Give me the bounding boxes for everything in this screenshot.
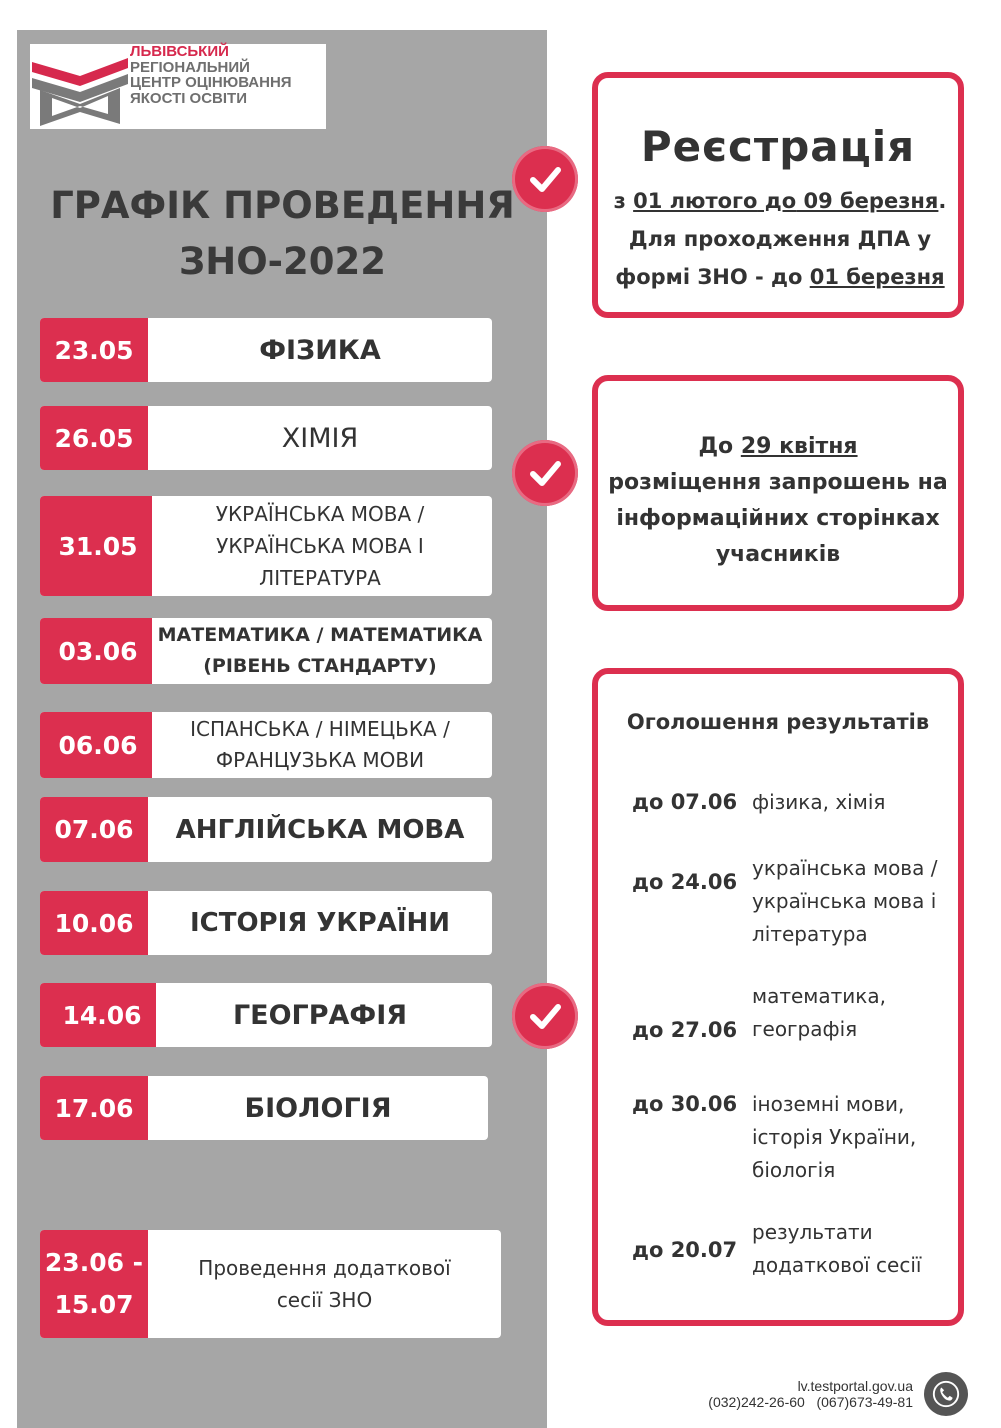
logo: [30, 44, 326, 129]
page-title: [30, 178, 535, 290]
schedule-subject: ІСПАНСЬКА / НІМЕЦЬКА / ФРАНЦУЗЬКА МОВИ: [190, 717, 450, 772]
schedule-subject: ІСТОРІЯ УКРАЇНИ: [189, 908, 451, 938]
schedule-subject: ГЕОГРАФІЯ: [232, 999, 408, 1031]
invitations-date: 29 квітня: [740, 434, 858, 459]
schedule-row: [40, 1076, 488, 1140]
check-circle-icon: [512, 983, 578, 1049]
schedule-date: 31.05: [40, 496, 152, 596]
schedule-date: 17.06: [40, 1076, 148, 1140]
schedule-row: [40, 797, 492, 862]
schedule-row: [40, 496, 492, 596]
footer-site-link[interactable]: lv.testportal.gov.ua: [797, 1378, 913, 1394]
registration-text: [604, 182, 956, 296]
check-circle-icon: [512, 440, 578, 506]
schedule-date: 23.05: [40, 318, 148, 382]
logo-line-3: ЦЕНТР ОЦІНЮВАННЯ: [130, 74, 292, 91]
registration-to-date: 09 березня: [796, 189, 939, 213]
results-desc: іноземні мови, історія України, біологія: [752, 1092, 917, 1182]
schedule-date: 06.06: [40, 712, 152, 778]
results-date: до 07.06: [632, 790, 738, 814]
schedule-row: [40, 406, 492, 470]
registration-card: [592, 72, 964, 318]
results-desc: українська мова / українська мова і література: [752, 856, 938, 946]
schedule-date: 03.06: [40, 618, 152, 684]
footer-phone-1: (032)242-26-60: [708, 1394, 805, 1410]
registration-title: Реєстрація: [640, 122, 916, 171]
schedule-subject: АНГЛІЙСЬКА МОВА: [175, 814, 465, 845]
invitations-prefix: До: [698, 434, 741, 459]
results-date: до 27.06: [632, 1018, 738, 1042]
viber-icon: [924, 1372, 968, 1416]
results-date: до 20.07: [632, 1238, 738, 1262]
logo-line-1: ЛЬВІВСЬКИЙ: [130, 43, 229, 60]
logo-line-4: ЯКОСТІ ОСВІТИ: [130, 89, 248, 107]
extra-session-dates: [40, 1230, 148, 1338]
results-date: до 30.06: [632, 1092, 738, 1116]
schedule-subject: УКРАЇНСЬКА МОВА / УКРАЇНСЬКА МОВА І ЛІТЕРАТУРА: [215, 502, 425, 590]
registration-from-date: 01 лютого: [633, 189, 758, 213]
results-title: Оголошення результатів: [626, 710, 930, 734]
results-desc: результати додаткової сесії: [752, 1220, 922, 1277]
extra-session-date-from: 23.06 -: [44, 1248, 144, 1277]
invitations-text: розміщення запрошень на інформаційних сторінках учасників: [608, 470, 948, 567]
schedule-subject: БІОЛОГІЯ: [244, 1092, 392, 1124]
page-title-line-1: ГРАФІК ПРОВЕДЕННЯ: [50, 184, 515, 227]
schedule-date: 26.05: [40, 406, 148, 470]
footer-phones: [708, 1394, 913, 1410]
registration-from-prefix: з: [613, 189, 634, 213]
schedule-subject: ХІМІЯ: [281, 422, 359, 454]
results-desc: математика, географія: [752, 984, 886, 1041]
schedule-subject: ФІЗИКА: [259, 334, 381, 366]
results-date: до 24.06: [632, 870, 738, 894]
footer-contacts: [708, 1378, 913, 1410]
page-title-line-2: ЗНО-2022: [178, 240, 387, 283]
schedule-row: [40, 712, 492, 778]
registration-period-end: .: [938, 189, 947, 213]
schedule-row: [40, 891, 492, 955]
schedule-row: [40, 983, 492, 1047]
invitations-text-block: [598, 429, 958, 573]
logo-line-2: РЕГІОНАЛЬНИЙ: [130, 58, 250, 76]
schedule-date: 14.06: [40, 983, 156, 1047]
extra-session-text: Проведення додаткової сесії ЗНО: [198, 1256, 451, 1312]
schedule-row: [40, 618, 492, 684]
check-circle-icon: [512, 146, 578, 212]
schedule-row: [40, 318, 492, 382]
invitations-card: [592, 375, 964, 611]
registration-to-word: до: [757, 189, 797, 213]
logo-book-icon: [30, 46, 130, 128]
extra-session-date-to: 15.07: [54, 1290, 134, 1319]
results-card: [592, 668, 964, 1326]
footer-phone-2: (067)673-49-81: [816, 1394, 913, 1410]
schedule-date: 07.06: [40, 797, 148, 862]
registration-dpa-date: 01 березня: [809, 265, 945, 289]
schedule-date: 10.06: [40, 891, 148, 955]
results-desc: фізика, хімія: [752, 790, 886, 814]
schedule-subject: МАТЕМАТИКА / МАТЕМАТИКА (РІВЕНЬ СТАНДАРТУ): [157, 624, 483, 677]
extra-session-row: [40, 1230, 501, 1338]
registration-dpa-text: Для проходження ДПА у формі ЗНО - до: [615, 227, 932, 289]
